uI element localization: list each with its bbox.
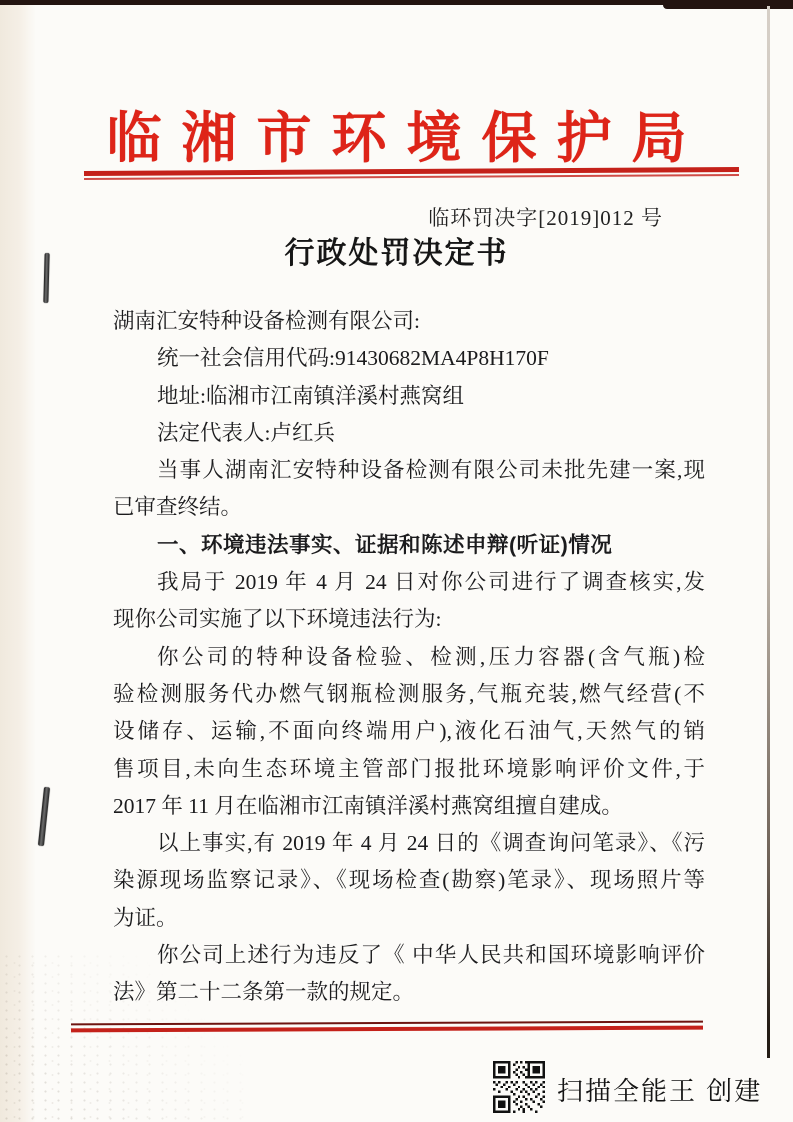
document-line: 你公司上述行为违反了《 中华人民共和国环境影响评价 <box>157 943 705 968</box>
letterhead-agency-name: 临湘市环境保护局 <box>106 108 707 169</box>
footer-double-rule <box>71 1021 703 1033</box>
document-line: 我局于 2019 年 4 月 24 日对你公司进行了调查核实,发 <box>157 570 705 595</box>
staple-mark-bottom <box>38 787 50 846</box>
document-line: 设储存、运输,不面向终端用户),液化石油气,天然气的销 <box>113 719 705 744</box>
document-line: 你公司的特种设备检验、检测,压力容器(含气瓶)检 <box>157 644 705 669</box>
document-line: 验检测服务代办燃气钢瓶检测服务,气瓶充装,燃气经营(不 <box>113 681 705 706</box>
qr-code-icon <box>493 1061 545 1113</box>
document-line: 湖南汇安特种设备检测有限公司: <box>113 309 420 333</box>
document-line: 法》第二十二条第一款的规定。 <box>113 980 415 1005</box>
document-title: 行政处罚决定书 <box>284 237 509 270</box>
document-line: 一、环境违法事实、证据和陈述申辩(听证)情况 <box>157 532 613 557</box>
document-line: 当事人湖南汇安特种设备检测有限公司未批先建一案,现 <box>157 458 705 483</box>
scan-top-edge-right <box>663 0 793 9</box>
document-line: 售项目,未向生态环境主管部门报批环境影响评价文件,于 <box>113 756 705 781</box>
document-body <box>113 303 705 1012</box>
camscanner-watermark-label: 扫描全能王 创建 <box>557 1076 763 1106</box>
document-line: 法定代表人:卢红兵 <box>157 420 335 445</box>
document-line: 统一社会信用代码:91430682MA4P8H170F <box>157 346 549 371</box>
document-line: 现你公司实施了以下环境违法行为: <box>113 607 442 632</box>
document-number: 临环罚决字[2019]012 号 <box>428 206 663 230</box>
document-line: 以上事实,有 2019 年 4 月 24 日的《调查询问笔录》、《污 <box>157 831 705 856</box>
document-line: 已审查终结。 <box>113 495 243 520</box>
document-line: 为证。 <box>113 905 178 930</box>
document-line: 2017 年 11 月在临湘市江南镇洋溪村燕窝组擅自建成。 <box>113 793 623 818</box>
document-line: 地址:临湘市江南镇洋溪村燕窝组 <box>157 383 464 408</box>
document-line: 染源现场监察记录》、《现场检查(勘察)笔录》、现场照片等 <box>113 868 705 893</box>
